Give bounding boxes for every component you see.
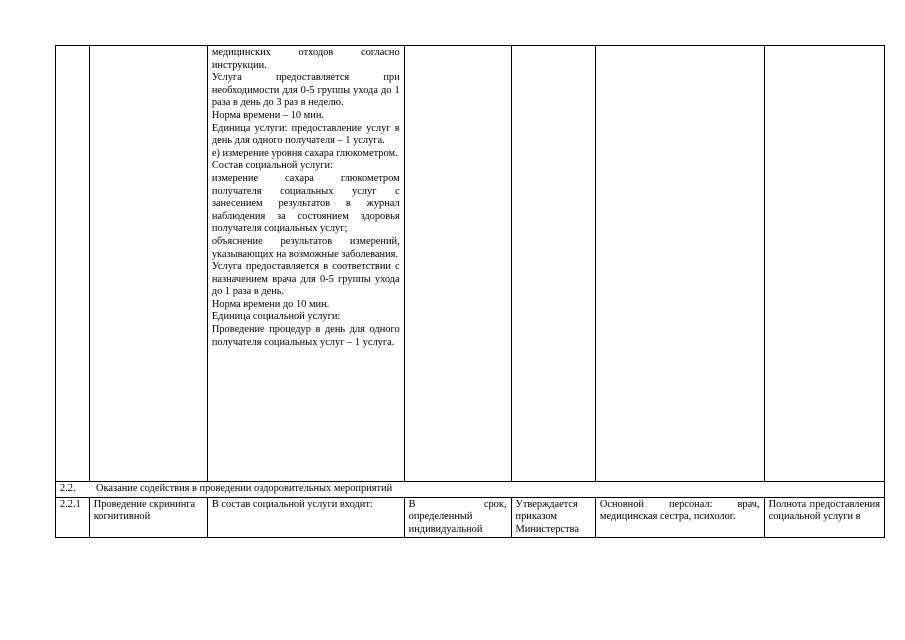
cell-number [56, 46, 90, 482]
content-line: медицинских отходов согласно инструкции. [211, 47, 400, 71]
row-service-content: В состав социальной услуги входит: [207, 497, 404, 538]
content-line: Состав социальной услуги: [211, 160, 333, 172]
cell-service-content [207, 46, 404, 482]
cell-quality [764, 46, 884, 482]
content-line: измерение сахара глюкометром получателя социальных услуг с занесением результатов в журнал наблюдения за состоянием здоровья получателя социальных услуг; [211, 172, 400, 235]
cell-service-name [89, 46, 207, 482]
content-line: Норма времени – 10 мин. [211, 109, 324, 121]
content-line: Проведение процедур в день для одного получателя социальных услуг – 1 услуга. [211, 324, 400, 348]
row-tariff: Утверждается приказом Министерства [511, 497, 595, 538]
cell-tariff [511, 46, 595, 482]
section-cell [56, 482, 885, 498]
content-line: Единица социальной услуги: [211, 311, 341, 323]
section-title: Оказание содействия в проведении оздоровительных мероприятий [96, 483, 393, 494]
content-line: Единица услуги: предоставление услуг в день для одного получателя – 1 услуга. [211, 122, 400, 147]
row-service-name: Проведение скрининга когнитивной [89, 497, 207, 538]
row-number: 2.2.1 [56, 497, 90, 538]
services-table [55, 45, 885, 538]
section-row [56, 482, 885, 498]
cell-conditions [595, 46, 764, 482]
content-line: е) измерение уровня сахара глюкометром. [211, 147, 398, 159]
row-conditions: Основной персонал: врач, медицинская сестра, психолог. [595, 497, 764, 538]
row-term: В срок, определенный индивидуальной [404, 497, 511, 538]
content-line: объяснение результатов измерений, указывающих на возможные заболевания. [211, 235, 400, 260]
table-row-2-2-1 [56, 497, 885, 538]
content-line: Услуга предоставляется при необходимости для 0-5 группы ухода до 1 раза в день до 3 раз в неделю. [211, 72, 400, 109]
row-quality: Полнота предоставления социальной услуги в [764, 497, 884, 538]
section-number: 2.2. [60, 483, 76, 494]
table-row-continuation [56, 46, 885, 482]
content-line: Услуга предоставляется в соответствии с назначением врача для 0-5 группы ухода до 1 раза в день. [211, 261, 400, 298]
cell-term [404, 46, 511, 482]
content-line: Норма времени до 10 мин. [211, 298, 330, 310]
